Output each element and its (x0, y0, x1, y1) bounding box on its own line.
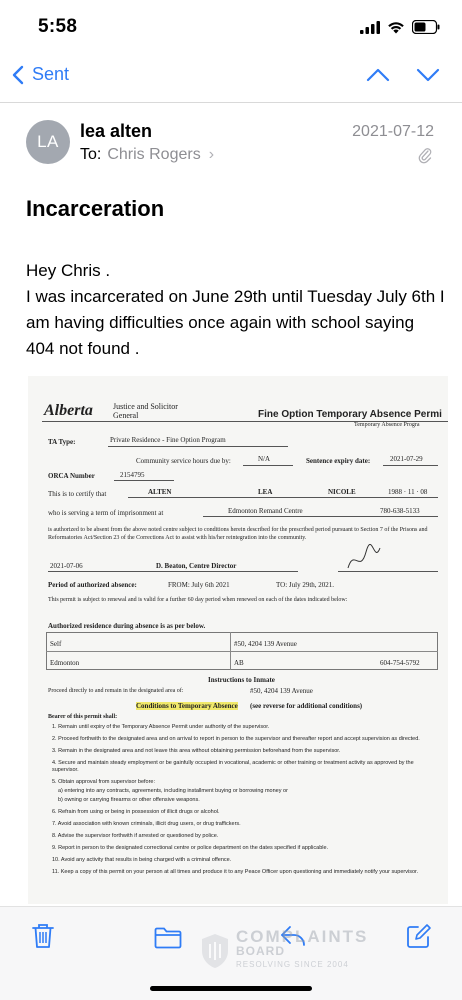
attached-permit-image[interactable] (28, 376, 448, 904)
condition-item: 5. Obtain approval from supervisor before: (52, 779, 156, 785)
doc-orca-label: ORCA Number (48, 472, 95, 480)
doc-rule (108, 446, 288, 447)
doc-title: Fine Option Temporary Absence Permi (258, 409, 442, 420)
wifi-icon (387, 21, 405, 34)
signature-scribble (344, 544, 384, 574)
status-icons (360, 20, 440, 34)
shield-logo-icon (200, 933, 230, 969)
condition-item: 6. Refrain from using or being in possession of illicit drugs or alcohol. (52, 809, 220, 815)
cellular-signal-icon (360, 21, 380, 34)
doc-conditions-list (52, 724, 440, 881)
doc-rule (203, 516, 438, 517)
doc-rule (48, 571, 298, 572)
chevron-left-icon (12, 65, 24, 85)
doc-hours-label: Community service hours due by: (136, 457, 231, 465)
condition-item: 2. Proceed forthwith to the designated area and on arrival to report in person to the supervisor and thereafter report and accept supervision as directed. (52, 736, 420, 742)
avatar[interactable] (26, 120, 70, 164)
back-button[interactable] (12, 64, 69, 85)
status-time: 5:58 (38, 16, 78, 37)
doc-hours-value: N/A (258, 455, 271, 463)
doc-expiry-value: 2021-07-29 (390, 455, 423, 463)
doc-rule (46, 651, 438, 652)
watermark (200, 927, 369, 972)
condition-item: a) entering into any contracts, agreements, including installment buying or borrowing money or (58, 788, 288, 794)
email-body (26, 258, 446, 362)
condition-item: 10. Avoid any activity that results in being charged with a criminal offence. (52, 857, 232, 863)
doc-last-name: ALTEN (148, 488, 172, 496)
recipient-line[interactable] (80, 146, 214, 164)
doc-first-name: LEA (258, 488, 273, 496)
condition-item: 11. Keep a copy of this permit on your person at all times and produce it to any Peace Officer upon questioning and immediately notify your supervisor. (52, 869, 419, 875)
condition-item: 3. Remain in the designated area and not leave this area without obtaining permission beforehand from the supervisor. (52, 748, 341, 754)
compose-icon[interactable] (406, 923, 432, 949)
doc-rule (230, 632, 231, 670)
doc-rule (243, 465, 293, 466)
doc-serving-label: who is serving a term of imprisonment at (48, 509, 164, 517)
doc-sponsor: Self (50, 640, 62, 648)
doc-proceed-text: Proceed directly to and remain in the designated area of: (48, 688, 184, 694)
header-divider (0, 102, 462, 103)
body-line-message: I was incarcerated on June 29th until Tuesday July 6th I am having difficulties once again with school saying 404 not found . (26, 287, 445, 358)
doc-rule (338, 571, 438, 572)
doc-ta-type-value: Private Residence - Fine Option Program (110, 436, 226, 444)
doc-period-from: FROM: July 6th 2021 (168, 581, 230, 589)
doc-director: D. Beaton, Centre Director (156, 562, 237, 570)
condition-item: 1. Remain until expiry of the Temporary Absence Permit under authority of the supervisor. (52, 724, 270, 730)
doc-orca-value: 2154795 (120, 471, 145, 479)
doc-certify-label: This is to certify that (48, 490, 107, 498)
doc-bearer-label: Bearer of this permit shall: (48, 714, 118, 720)
doc-centre: Edmonton Remand Centre (228, 507, 303, 515)
doc-expiry-label: Sentence expiry date: (306, 457, 371, 465)
message-navigation (366, 68, 440, 82)
doc-city: Edmonton (50, 659, 80, 667)
condition-item: 4. Secure and maintain steady employment or be gainfully occupied in vocational, academic or other training or treatment activity as approved by the supervisor. (52, 760, 414, 773)
doc-residence-heading: Authorized residence during absence is as per below. (48, 622, 206, 630)
to-label: To: (80, 146, 102, 163)
email-date: 2021-07-12 (352, 123, 434, 140)
body-line-greeting: Hey Chris . (26, 261, 111, 280)
avatar-initials: LA (37, 132, 59, 151)
watermark-sub: RESOLVING SINCE 2004 (236, 960, 349, 969)
doc-renewal-text: This permit is subject to renewal and is valid for a further 60 day period when renewed on each of the dates indicated below: (48, 597, 348, 603)
doc-subtitle: Temporary Absence Progra (354, 422, 420, 428)
doc-ministry: Justice and Solicitor General (113, 402, 178, 420)
doc-conditions-note: (see reverse for additional conditions) (250, 702, 363, 710)
doc-instructions-heading: Instructions to Inmate (208, 676, 275, 684)
doc-period-to: TO: July 29th, 2021. (276, 581, 335, 589)
doc-ta-type-label: TA Type: (48, 438, 76, 446)
status-bar (0, 0, 462, 52)
doc-address: #50, 4204 139 Avenue (234, 640, 297, 648)
folder-icon[interactable] (154, 927, 182, 949)
doc-cell: 604-754-5792 (380, 659, 420, 667)
doc-rule (128, 497, 438, 498)
doc-proceed-value: #50, 4204 139 Avenue (250, 687, 313, 695)
doc-logo: Alberta (44, 402, 93, 419)
condition-item: 7. Avoid association with known criminals, illicit drug users, or drug traffickers. (52, 821, 241, 827)
watermark-line2: BOARD (236, 944, 285, 958)
doc-rule (383, 465, 438, 466)
email-subject: Incarceration (26, 196, 165, 221)
nav-bar (0, 56, 462, 100)
home-indicator[interactable] (150, 986, 312, 991)
doc-issue-date: 2021-07-06 (50, 562, 83, 570)
doc-conditions-heading: Conditions to Temporary Absence (136, 702, 238, 710)
battery-icon (412, 20, 440, 34)
paperclip-icon (418, 146, 432, 164)
doc-authorized-text: is authorized to be absent from the above noted centre subject to conditions herein described for the prescribed period pursuant to Section 7 of the Prisons and Reformatories Act/Section 23 of the Corrections Act to assist with his/her reintegration into the community. (48, 527, 428, 541)
previous-message-icon[interactable] (366, 68, 390, 82)
back-label: Sent (32, 64, 70, 84)
condition-item: 9. Report in person to the designated correctional centre or police department on the dates specified if applicable. (52, 845, 329, 851)
chevron-right-icon: › (208, 146, 215, 163)
doc-dob: 1988 · 11 · 08 (388, 488, 428, 496)
condition-item: b) owning or carrying firearms or other offensive weapons. (58, 797, 200, 803)
doc-header-rule (42, 421, 448, 422)
doc-province: AB (234, 659, 244, 667)
doc-rule (114, 480, 174, 481)
doc-middle-name: NICOLE (328, 488, 356, 496)
next-message-icon[interactable] (416, 68, 440, 82)
condition-item: 8. Advise the supervisor forthwith if arrested or questioned by police. (52, 833, 219, 839)
doc-phone: 780-638-5133 (380, 507, 420, 515)
watermark-line1: COMPLAINTS (236, 927, 369, 946)
trash-icon[interactable] (32, 923, 54, 949)
recipient-name: Chris Rogers (107, 146, 201, 163)
sender-name[interactable]: lea alten (80, 121, 153, 141)
doc-period-label: Period of authorized absence: (48, 581, 137, 589)
